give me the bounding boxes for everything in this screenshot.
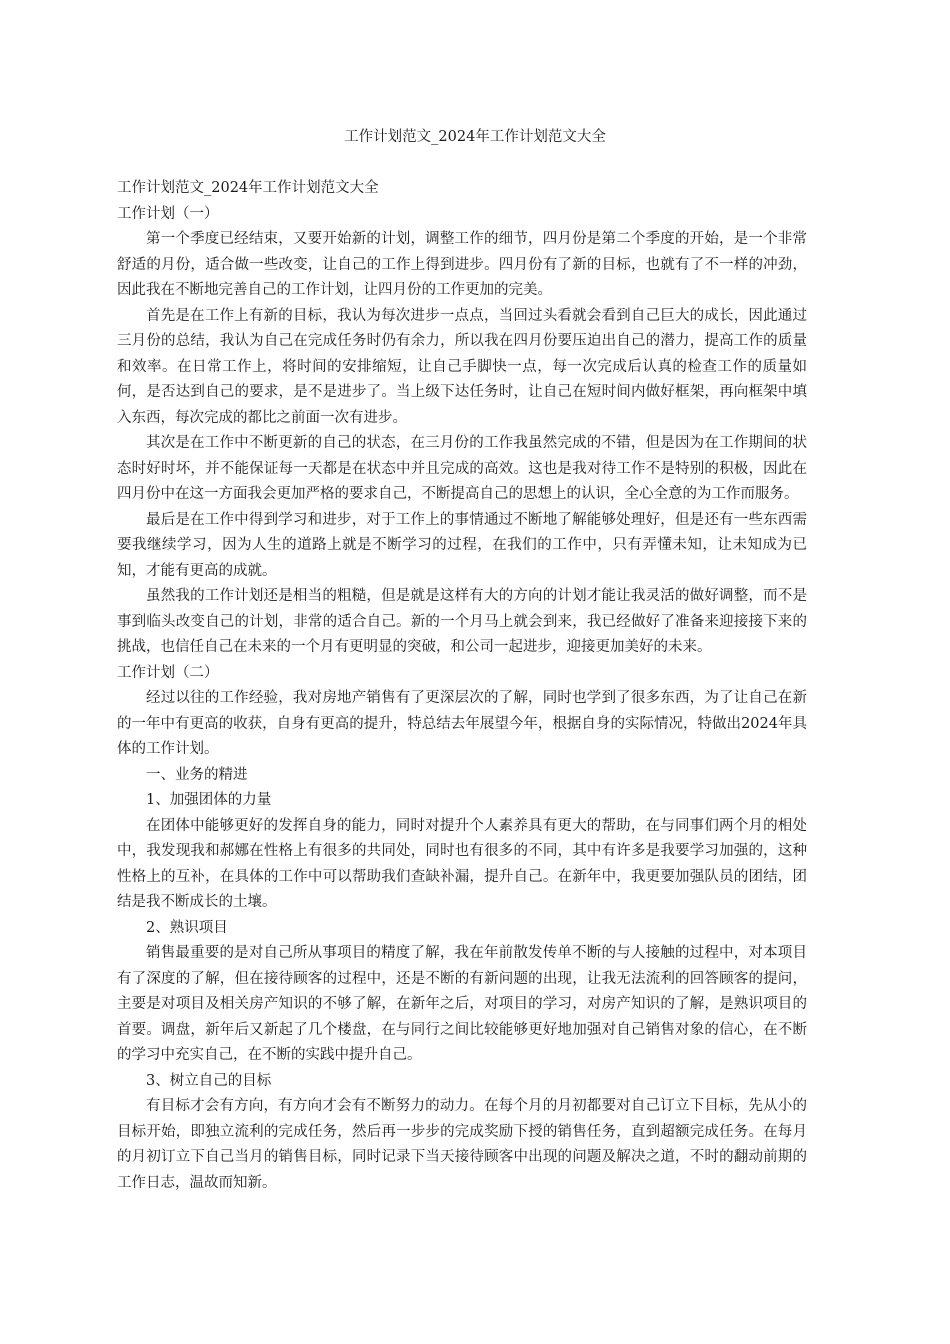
paragraph: 最后是在工作中得到学习和进步，对于工作上的事情通过不断地了解能够处理好，但是还有一些东西需要我继续学习，因为人生的道路上就是不断学习的过程，在我们的工作中，只有弄懂未知，让未知成为已知，才能有更高的成就。: [117, 511, 807, 579]
paragraph: 销售最重要的是对自己所从事项目的精度了解，我在年前散发传单不断的与人接触的过程中，对本项目有了深度的了解，但在接待顾客的过程中，还是不断的有新问题的出现，让我无法流利的回答顾客的提问，主要是对项目及相关房产知识的不够了解，在新年之后，对项目的学习，对房产知识的了解，是熟识项目的首要。调盘，新年后又新起了几个楼盘，在与同行之间比较能够更好地加强对自己销售对象的信心，在不断的学习中充实自己，在不断的实践中提升自己。: [117, 945, 807, 1063]
paragraph: 虽然我的工作计划还是相当的粗糙，但是就是这样有大的方向的计划才能让我灵活的做好调整，而不是事到临头改变自己的计划，非常的适合自己。新的一个月马上就会到来，我已经做好了准备来迎接接下来的挑战，也信任自己在未来的一个月有更明显的突破，和公司一起进步，迎接更加美好的未来。: [117, 588, 807, 655]
subheading: 3、树立自己的目标: [146, 1072, 272, 1089]
paragraph: 首先是在工作上有新的目标，我认为每次进步一点点，当回过头看就会看到自己巨大的成长，因此通过三月份的总结，我认为自己在完成任务时仍有余力，所以我在四月份要压迫出自己的潜力，提高工作的质量和效率。在日常工作上，将时间的安排缩短，让自己手脚快一点，每一次完成后认真的检查工作的质量如何，是否达到自己的要求，是不是进步了。当上级下达任务时，让自己在短时间内做好框架，再向框架中填入东西，每次完成的都比之前面一次有进步。: [117, 307, 807, 426]
subheading: 一、业务的精进: [146, 766, 248, 783]
subheading: 1、加强团体的力量: [146, 792, 272, 808]
paragraph: 经过以往的工作经验，我对房地产销售有了更深层次的了解，同时也学到了很多东西，为了让自己在新的一年中有更高的收获，自身有更高的提升，特总结去年展望今年，根据自身的实际情况，特做出2024年具体的工作计划。: [117, 690, 807, 757]
document-body: [117, 176, 807, 1196]
section-title-1: 工作计划（一）: [117, 205, 219, 222]
paragraph: 第一个季度已经结束，又要开始新的计划，调整工作的细节，四月份是第二个季度的开始，是一个非常舒适的月份，适合做一些改变，让自己的工作上得到进步。四月份有了新的目标，也就有了不一样的冲劲，因此我在不断地完善自己的工作计划，让四月份的工作更加的完美。: [117, 231, 807, 298]
paragraph: 有目标才会有方向，有方向才会有不断努力的动力。在每个月的月初都要对自己订立下目标，先从小的目标开始，即独立流利的完成任务，然后再一步步的完成奖励下授的销售任务，直到超额完成任务。在每月的月初订立下自己当月的销售目标，同时记录下当天接待顾客中出现的问题及解决之道，不时的翻动前期的工作日志，温故而知新。: [117, 1098, 807, 1191]
section-title-2: 工作计划（二）: [117, 664, 219, 681]
document-heading: 工作计划范文_2024年工作计划范文大全: [117, 180, 379, 196]
paragraph: 其次是在工作中不断更新的自己的状态，在三月份的工作我虽然完成的不错，但是因为在工作期间的状态时好时坏，并不能保证每一天都是在状态中并且完成的高效。这也是我对待工作不是特别的积极，因此在四月份中在这一方面我会更加严格的要求自己，不断提高自己的思想上的认识，全心全意的为工作而服务。: [117, 435, 807, 502]
document-title: 工作计划范文_2024年工作计划范文大全: [344, 129, 606, 145]
paragraph: 在团体中能够更好的发挥自身的能力，同时对提升个人素养具有更大的帮助，在与同事们两个月的相处中，我发现我和郝娜在性格上有很多的共同处，同时也有很多的不同，其中有许多是我要学习加强的，这种性格上的互补，在具体的工作中可以帮助我们查缺补漏，提升自己。在新年中，我更要加强队员的团结，团结是我不断成长的土壤。: [117, 817, 807, 910]
subheading: 2、熟识项目: [146, 919, 228, 936]
